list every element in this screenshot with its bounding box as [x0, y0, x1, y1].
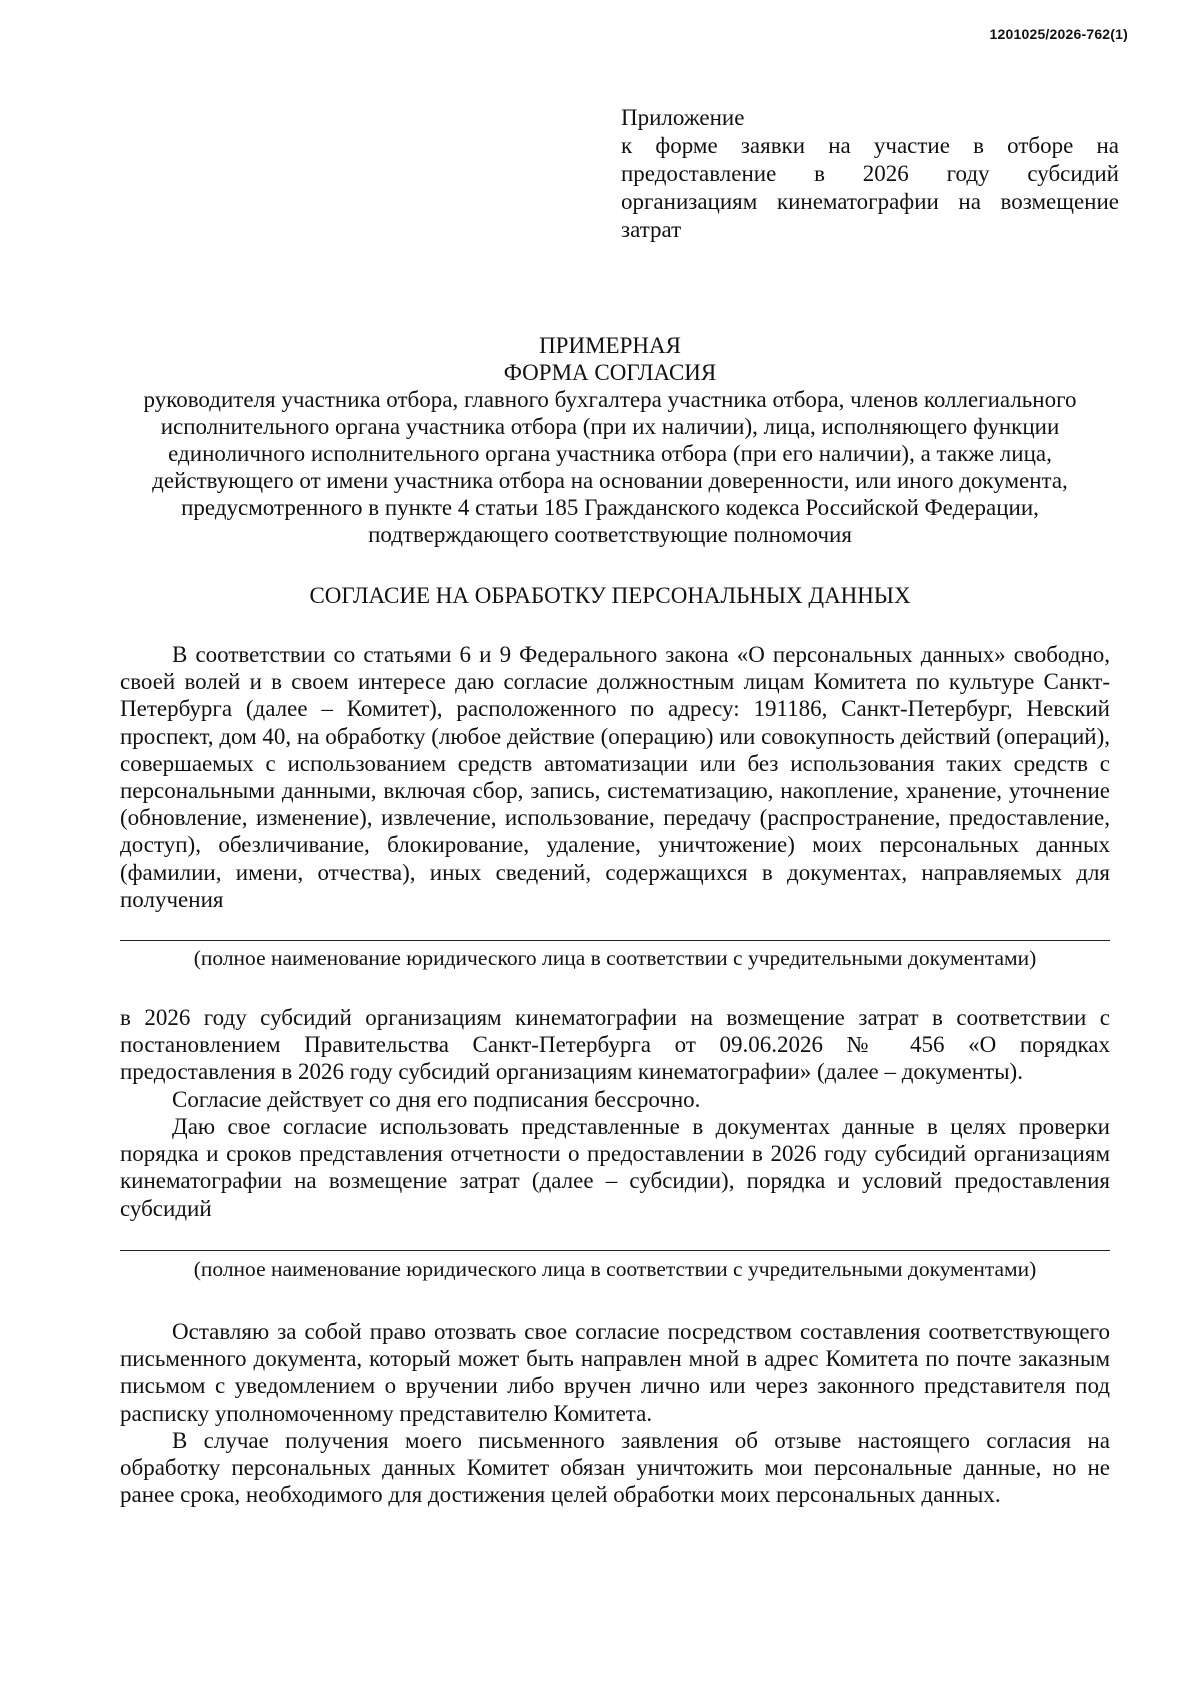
fill-in-line-1[interactable] [120, 940, 1110, 941]
fill-in-caption-2: (полное наименование юридического лица в соответствии с учредительными документами) [193, 1257, 1037, 1281]
paragraph-consent-body: В соответствии со статьями 6 и 9 Федерального закона «О персональных данных» свободно, своей волей и в своем интересе даю согласие должностным лицам Комитета по культуре Санкт-Петербурга (далее – Комитет), расположенного по адресу: 191186, Санкт-Петербург, Невский проспект, дом 40, на обработку (любое действие (операцию) или совокупность действий (операций), совершаемых с использованием средств автоматизации или без использования таких средств с персональными данными, включая сбор, запись, систематизацию, накопление, хранение, уточнение (обновление, изменение), извлечение, использование, передачу (распространение, предоставление, доступ), обезличивание, блокирование, удаление, уничтожение) моих персональных данных (фамилии, имени, отчества), иных сведений, содержащихся в документах, направляемых для получения [120, 642, 1110, 912]
form-title-line2: ФОРМА СОГЛАСИЯ [503, 360, 717, 385]
paragraph-revocation-effect: В случае получения моего письменного заявления об отзыве настоящего согласия на обработку персональных данных Комитет обязан уничтожить мои персональные данные, но не ранее срока, необходимого для достижения целей обработки моих персональных данных. [120, 1428, 1110, 1508]
paragraph-validity: Согласие действует со дня его подписания бессрочно. [172, 1087, 701, 1112]
consent-title: СОГЛАСИЕ НА ОБРАБОТКУ ПЕРСОНАЛЬНЫХ ДАННЫХ [309, 583, 911, 608]
appendix-label: Приложение [621, 105, 745, 130]
fill-in-line-2[interactable] [120, 1250, 1110, 1251]
paragraph-revocation-right: Оставляю за собой право отозвать свое согласие посредством составления соответствующего письменного документа, который может быть направлен мной в адрес Комитета по почте заказным письмом с уведомлением о вручении либо вручен лично или через законного представителя под расписку уполномоченному представителю Комитета. [120, 1319, 1110, 1426]
fill-in-caption-1: (полное наименование юридического лица в соответствии с учредительными документами) [193, 946, 1037, 970]
document-number: 1201025/2026-762(1) [989, 26, 1128, 42]
appendix-block [621, 104, 1119, 244]
paragraph-data-use: Даю свое согласие использовать представленные в документах данные в целях проверки порядка и сроков представления отчетности о предоставлении в 2026 году субсидий организациям кинематографии на возмещение затрат (далее – субсидии), порядка и условий предоставления субсидий [120, 1114, 1110, 1221]
appendix-text: к форме заявки на участие в отборе на предоставление в 2026 году субсидий организациям кинематографии на возмещение затрат [621, 133, 1119, 242]
form-title-line1: ПРИМЕРНАЯ [539, 333, 681, 358]
paragraph-subsidy-basis: в 2026 году субсидий организациям кинематографии на возмещение затрат в соответствии с постановлением Правительства Санкт-Петербурга от 09.06.2026 № 456 «О порядках предоставления в 2026 году субсидий организациям кинематографии» (далее – документы). [120, 1005, 1110, 1085]
form-subtitle: руководителя участника отбора, главного бухгалтера участника отбора, членов коллегиального исполнительного органа участника отбора (при их наличии), лица, исполняющего функции единоличного исполнительного органа участника отбора (при его наличии), а также лица, действующего от имени участника отбора на основании доверенности, или иного документа, предусмотренного в пункте 4 статьи 185 Гражданского кодекса Российской Федерации, подтверждающего соответствующие полномочия [143, 387, 1077, 547]
form-title-block [110, 332, 1110, 548]
